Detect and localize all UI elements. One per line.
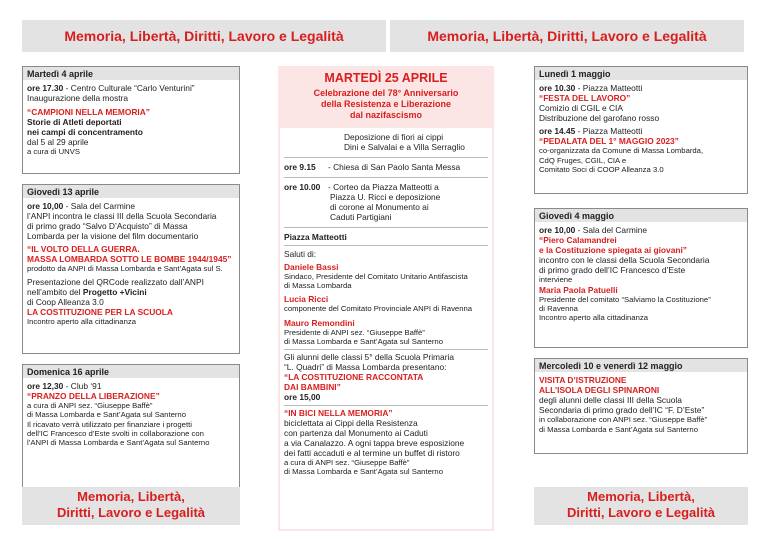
- speaker-name: Mauro Remondini: [284, 317, 355, 328]
- program-text: biciclettata ai Cippi della Resistenza: [284, 417, 418, 428]
- event-box-may-1: [534, 66, 748, 194]
- event-subtitle: Storie di Atleti deportati: [27, 117, 122, 128]
- program-text: dei fatti accaduti e al termine un buffet di ristoro: [284, 447, 460, 458]
- event-subtitle: nei campi di concentramento: [27, 127, 143, 138]
- event-note: Incontro aperto alla cittadinanza: [539, 313, 648, 323]
- event-time-line: ore 17.30 - Centro Culturale “Carlo Venturini”: [27, 83, 195, 93]
- event-text: l’ANPI incontra le classi III della Scuola Secondaria: [27, 211, 217, 222]
- event-box-april-13: [22, 184, 240, 354]
- program-text: “L. Quadri” di Massa Lombarda presentano:: [284, 362, 447, 373]
- event-text: Secondaria di primo grado dell’IC “F. D’Este”: [539, 405, 705, 416]
- program-text: Caduti Partigiani: [330, 212, 392, 223]
- program-title: “IN BICI NELLA MEMORIA”: [284, 407, 393, 418]
- event-organizer: CdQ Fruges, CGIL, CIA e: [539, 155, 627, 165]
- center-title: MARTEDÌ 25 APRILE: [324, 71, 448, 85]
- event-note: Incontro aperto alla cittadinanza: [27, 317, 136, 327]
- event-text: Presentazione del QRCode realizzato dall’ANPI: [27, 276, 204, 287]
- program-text: con partenza dal Monumento ai Caduti: [284, 427, 428, 438]
- speaker-role: Presidente di ANPI sez. “Giuseppe Baffè”: [284, 327, 425, 337]
- event-note: Il ricavato verrà utilizzato per finanziare i progetti: [27, 419, 192, 429]
- event-organizer: co-organizzata da Comune di Massa Lombarda,: [539, 146, 704, 156]
- event-time-line: ore 10,00 - Sala del Carmine: [539, 225, 648, 235]
- event-time-line: ore 12,30 - Club ‘91: [27, 381, 102, 391]
- event-time-line: ore 14.45 - Piazza Matteotti: [539, 126, 643, 137]
- center-program: [280, 128, 492, 529]
- program-title: “LA COSTITUZIONE RACCONTATA: [284, 372, 424, 383]
- event-text: Comizio di CGIL e CIA: [539, 103, 623, 114]
- program-organizer: a cura di ANPI sez. “Giuseppe Baffè”: [284, 457, 410, 467]
- speaker-name: Daniele Bassi: [284, 261, 339, 272]
- event-organizer: Comitato Soci di COOP Alleanza 3.0: [539, 164, 664, 174]
- event-text: di primo grado dell’IC Francesco d’Este: [539, 265, 686, 276]
- event-date-header: Lunedì 1 maggio: [535, 67, 747, 80]
- program-row: ore 9.15 - Chiesa di San Paolo Santa Messa: [284, 162, 461, 173]
- motto-line: Diritti, Lavoro e Legalità: [566, 505, 716, 520]
- program-place: Piazza Matteotti: [284, 231, 347, 242]
- event-date-header: Giovedì 4 maggio: [535, 209, 747, 222]
- event-text: Distribuzione del garofano rosso: [539, 113, 660, 124]
- event-text: Inaugurazione della mostra: [27, 93, 129, 104]
- event-title: LA COSTITUZIONE PER LA SCUOLA: [27, 306, 173, 317]
- top-banner-left: Memoria, Libertà, Diritti, Lavoro e Legalità: [22, 20, 386, 52]
- event-note: l’ANPI di Massa Lombarda e Sant’Agata sul Santerno: [27, 438, 210, 448]
- speaker-role: Sindaco, Presidente del Comitato Unitario Antifascista: [284, 271, 468, 281]
- event-date-header: Giovedì 13 aprile: [23, 185, 239, 198]
- center-column-april-25: [278, 66, 494, 531]
- speaker-role: componente del Comitato Provinciale ANPI di Ravenna: [284, 304, 473, 314]
- speaker-role: di Massa Lombarda: [284, 281, 352, 291]
- event-title: e la Costituzione spiegata ai giovani”: [539, 245, 687, 256]
- event-text: di primo grado “Salvo D’Acquisto” di Massa: [27, 221, 188, 232]
- event-title: “PRANZO DELLA LIBERAZIONE”: [27, 391, 160, 402]
- event-title: “FESTA DEL LAVORO”: [539, 93, 631, 104]
- event-title: “Piero Calamandrei: [539, 235, 617, 246]
- event-box-may-4: [534, 208, 748, 348]
- program-text: Piazza U. Ricci e deposizione: [330, 192, 441, 203]
- speaker-role: di Massa Lombarda e Sant’Agata sul Santerno: [284, 336, 443, 346]
- event-date-header: Domenica 16 aprile: [23, 365, 239, 378]
- program-organizer: di Massa Lombarda e Sant’Agata sul Santerno: [284, 467, 443, 477]
- speaker-name: Lucia Ricci: [284, 294, 329, 305]
- event-organizer: in collaborazione con ANPI sez. “Giuseppe Baffè”: [539, 415, 708, 425]
- program-row: ore 10.00 - Corteo da Piazza Matteotti a: [284, 182, 439, 193]
- program-time: ore 15,00: [284, 392, 321, 403]
- program-text: Gli alunni delle classi 5° della Scuola Primaria: [284, 352, 454, 363]
- program-title: DAI BAMBINI”: [284, 382, 341, 393]
- motto-line: Memoria, Libertà,: [587, 489, 695, 504]
- speaker-name: Maria Paola Patuelli: [539, 284, 618, 295]
- event-time-line: ore 10.30 - Piazza Matteotti: [539, 83, 643, 93]
- program-text: Deposizione di fiori ai cippi: [344, 132, 444, 142]
- event-title: “PEDALATA DEL 1° MAGGIO 2023”: [539, 136, 679, 147]
- event-text: di Coop Alleanza 3.0: [27, 296, 104, 307]
- center-subtitle: della Resistenza e Liberazione: [320, 98, 452, 109]
- program-text: a via Canalazzo. A ogni tappa breve esposizione: [284, 437, 465, 448]
- program-text: di corone al Monumento ai: [330, 202, 429, 213]
- bottom-motto-left: [22, 487, 240, 525]
- motto-line: Diritti, Lavoro e Legalità: [56, 505, 206, 520]
- event-organizer: a cura di ANPI sez. “Giuseppe Baffè”: [27, 401, 153, 411]
- event-organizer: di Massa Lombarda e Sant’Agata sul Santerno: [539, 424, 698, 434]
- center-subtitle: Celebrazione del 78° Anniversario: [313, 88, 459, 98]
- event-box-may-10-12: [534, 358, 748, 454]
- event-dates: dal 5 al 29 aprile: [27, 137, 89, 148]
- event-title: MASSA LOMBARDA SOTTO LE BOMBE 1944/1945”: [27, 254, 232, 265]
- event-date-header: Mercoledì 10 e venerdì 12 maggio: [535, 359, 747, 372]
- event-text: incontro con le classi della Scuola Secondaria: [539, 255, 710, 266]
- motto-line: Memoria, Libertà,: [77, 489, 185, 504]
- event-text: nell’ambito del Progetto +Vicini: [27, 286, 147, 297]
- event-box-april-4: [22, 66, 240, 174]
- event-title: VISITA D’ISTRUZIONE: [539, 375, 627, 385]
- event-organizer: a cura di UNVS: [27, 147, 80, 157]
- event-date-header: Martedì 4 aprile: [23, 67, 239, 80]
- center-subtitle: dal nazifascismo: [349, 109, 423, 120]
- event-title: “IL VOLTO DELLA GUERRA.: [27, 244, 140, 255]
- speaker-role: di Ravenna: [539, 303, 578, 313]
- top-banner-right: Memoria, Libertà, Diritti, Lavoro e Legalità: [390, 20, 744, 52]
- event-producer: prodotto da ANPI di Massa Lombarda e Sant’Agata sul S.: [27, 264, 223, 274]
- speaker-role: Presidente del comitato “Salviamo la Costituzione”: [539, 294, 711, 304]
- program-text: Saluti di:: [284, 248, 317, 259]
- event-time-line: ore 10,00 - Sala del Carmine: [27, 201, 136, 211]
- event-text: Lombarda per la visione del film documentario: [27, 231, 199, 242]
- program-text: Dini e Salvalai e a Villa Serraglio: [344, 142, 465, 153]
- event-title: “CAMPIONI NELLA MEMORIA”: [27, 107, 150, 118]
- event-organizer: di Massa Lombarda e Sant’Agata sul Santerno: [27, 410, 186, 420]
- event-title: ALL’ISOLA DEGLI SPINARONI: [539, 385, 660, 396]
- bottom-motto-right: [534, 487, 748, 525]
- event-text: degli alunni delle classi III della Scuola: [539, 395, 682, 406]
- event-note: dell’IC Francesco d’Este svolti in collaborazione con: [27, 428, 204, 438]
- event-text: interviene: [539, 275, 573, 285]
